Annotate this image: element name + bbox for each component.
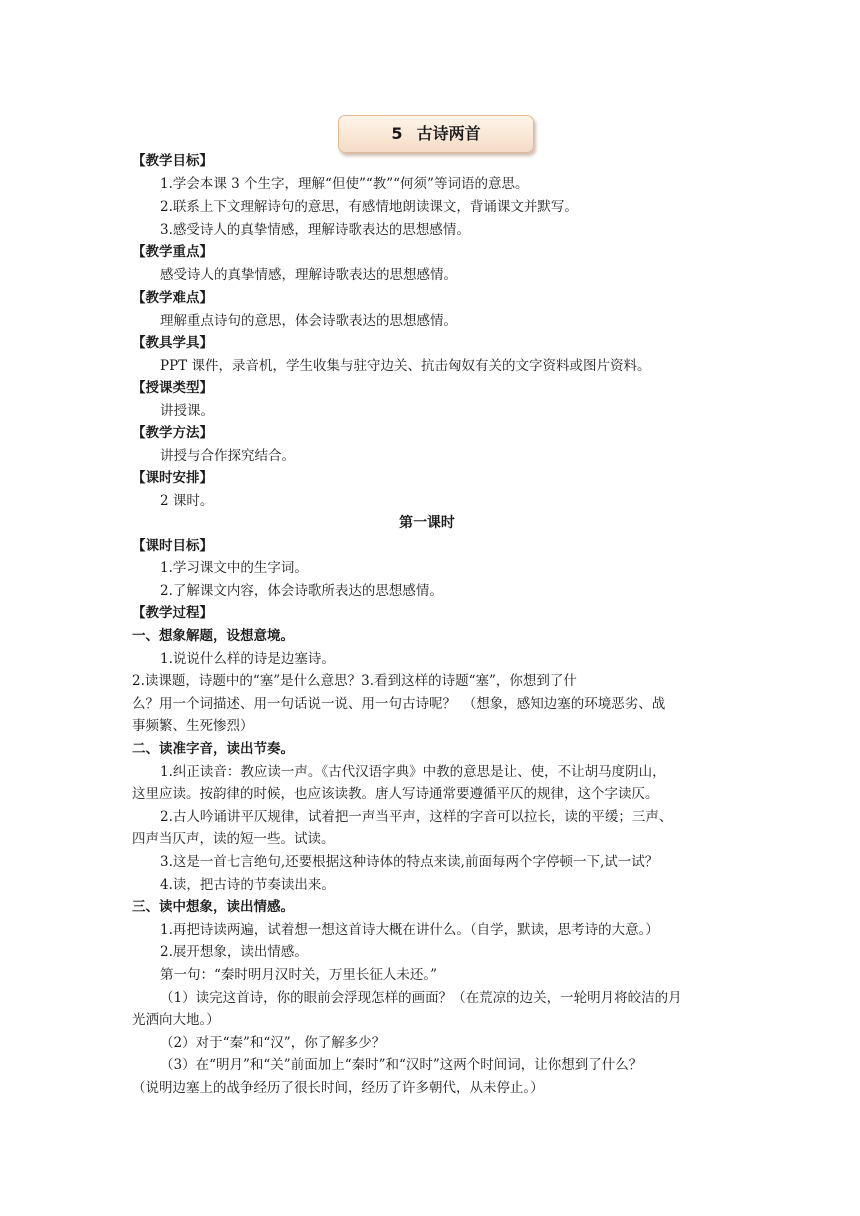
process-heading: 【教学过程】 [132, 605, 213, 621]
schedule-heading: 【课时安排】 [132, 470, 213, 486]
method-text: 讲授与合作探究结合。 [160, 448, 295, 464]
part3-line-7: （3）在“明月”和“关”前面加上“秦时”和“汉时”这两个时间词，让你想到了什么？ [160, 1057, 643, 1073]
schedule-text: 2 课时。 [160, 493, 214, 509]
part3-line-6: （2）对于“秦”和“汉”，你了解多少？ [160, 1035, 386, 1051]
part2-line-2: 这里应读。按韵律的时候，也应该读教。唐人写诗通常要遵循平仄的规律，这个字读仄。 [132, 786, 659, 802]
part3-line-4: （1）读完这首诗，你的眼前会浮现怎样的画面？（在荒凉的边关，一轮明月将皎洁的月 [160, 990, 682, 1006]
lesson-one-title: 第一课时 [399, 515, 455, 531]
difficult-points-text: 理解重点诗句的意思，体会诗歌表达的思想感情。 [160, 313, 457, 329]
tools-text: PPT 课件，录音机，学生收集与驻守边关、抗击匈奴有关的文字资料或图片资料。 [160, 358, 651, 374]
part3-line-8: （说明边塞上的战争经历了很长时间，经历了许多朝代，从未停止。） [132, 1080, 544, 1096]
key-points-heading: 【教学重点】 [132, 244, 213, 260]
method-heading: 【教学方法】 [132, 425, 213, 441]
part3-heading: 三、读中想象，读出情感。 [132, 899, 294, 915]
part3-line-1: 1.再把诗读两遍，试着想一想这首诗大概在讲什么。（自学，默读，思考诗的大意。） [160, 922, 659, 938]
goal-1: 1.学会本课 3 个生字，理解“但使”“教”“何须”等词语的意思。 [160, 176, 529, 192]
goals-heading: 【教学目标】 [132, 153, 213, 169]
part2-line-5: 3.这是一首七言绝句,还要根据这种诗体的特点来读,前面每两个字停顿一下,试一试？ [160, 854, 659, 870]
part1-heading: 一、想象解题，设想意境。 [132, 628, 294, 644]
goal-2: 2.联系上下文理解诗句的意思，有感情地朗读课文，背诵课文并默写。 [160, 199, 578, 215]
part2-line-1: 1.纠正读音：教应读一声。《古代汉语字典》中教的意思是让、使，不让胡马度阴山， [160, 764, 666, 780]
lesson-title-box [338, 115, 534, 153]
class-type-heading: 【授课类型】 [132, 380, 213, 396]
key-points-text: 感受诗人的真挚情感，理解诗歌表达的思想感情。 [160, 267, 457, 283]
part2-heading: 二、读准字音，读出节奏。 [132, 741, 294, 757]
lesson-goals-heading: 【课时目标】 [132, 538, 213, 554]
part2-line-3: 2.古人吟诵讲平仄规律，试着把一声当平声，这样的字音可以拉长，读的平缓；三声、 [160, 809, 673, 825]
tools-heading: 【教具学具】 [132, 335, 213, 351]
part3-line-5: 光洒向大地。） [132, 1012, 220, 1028]
part2-line-6: 4.读，把古诗的节奏读出来。 [160, 877, 335, 893]
part1-line-3: 么？用一个词描述、用一句话说一说、用一句古诗呢？ （想象，感知边塞的环境恶劣、战 [132, 696, 666, 712]
lesson-title: 古诗两首 [416, 124, 481, 143]
class-type-text: 讲授课。 [160, 403, 214, 419]
part2-line-4: 四声当仄声，读的短一些。试读。 [132, 831, 335, 847]
part1-line-1: 1.说说什么样的诗是边塞诗。 [160, 651, 335, 667]
difficult-points-heading: 【教学难点】 [132, 290, 213, 306]
lesson-goal-1: 1.学习课文中的生字词。 [160, 560, 308, 576]
goal-3: 3.感受诗人的真挚情感，理解诗歌表达的思想感情。 [160, 222, 470, 238]
lesson-number: 5 [391, 124, 403, 143]
part1-line-2: 2.读课题，诗题中的“塞”是什么意思？3.看到这样的诗题“塞”，你想到了什 [132, 673, 577, 689]
part3-line-2: 2.展开想象，读出情感。 [160, 944, 308, 960]
part3-line-3: 第一句：“秦时明月汉时关，万里长征人未还。” [160, 967, 438, 983]
lesson-goal-2: 2.了解课文内容，体会诗歌所表达的思想感情。 [160, 583, 443, 599]
part1-line-4: 事频繁、生死惨烈） [132, 718, 254, 734]
